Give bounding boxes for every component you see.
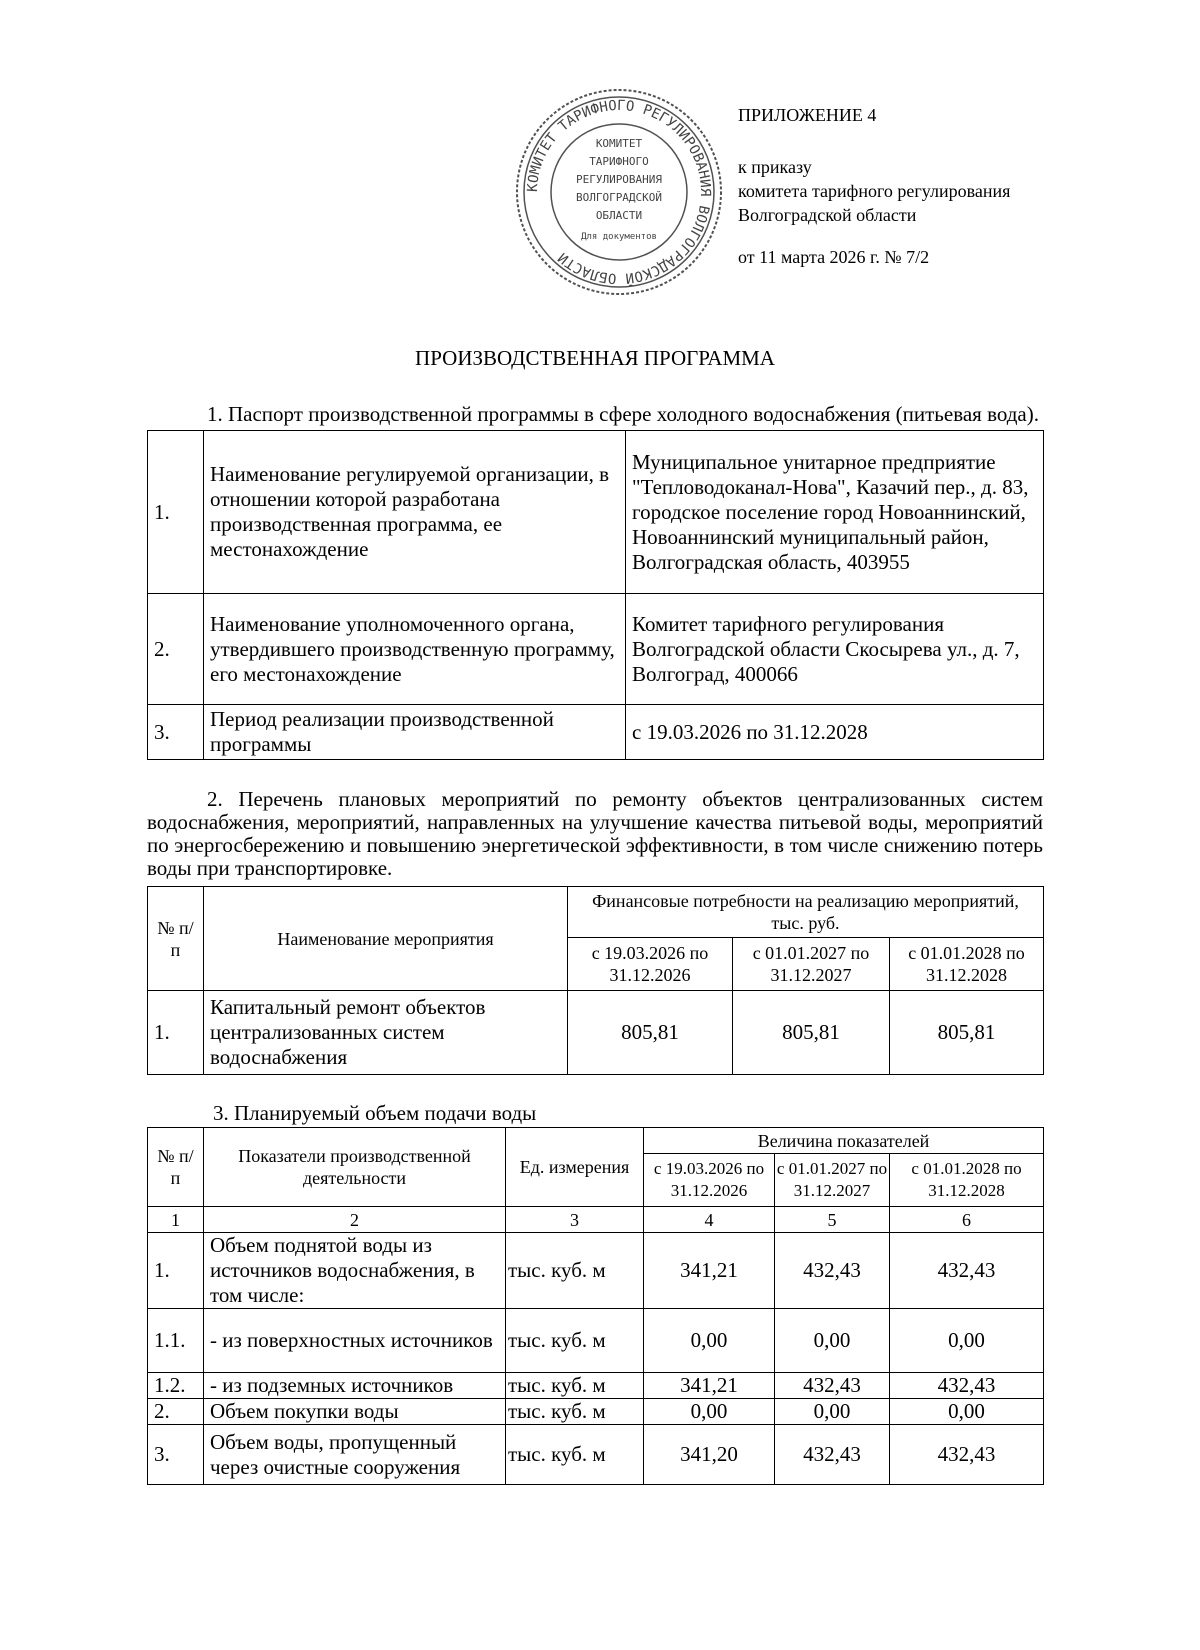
- col-index: 6: [890, 1207, 1044, 1233]
- passport-table: [147, 430, 1044, 760]
- period-header: с 01.01.2028 по 31.12.2028: [890, 1154, 1044, 1207]
- row-value: 0,00: [644, 1309, 775, 1373]
- table-row: [148, 1309, 1044, 1373]
- row-value: 0,00: [890, 1399, 1044, 1425]
- row-number: 3.: [148, 1425, 204, 1485]
- order-reference: [738, 155, 1010, 227]
- period-header: с 01.01.2027 по 31.12.2027: [733, 938, 890, 991]
- row-name: - из поверхностных источников: [204, 1309, 506, 1373]
- row-value: 432,43: [775, 1373, 890, 1399]
- table-row: [148, 1399, 1044, 1425]
- row-value: 341,21: [644, 1233, 775, 1309]
- section3-heading: 3. Планируемый объем подачи воды: [213, 1101, 537, 1125]
- col-index: 1: [148, 1207, 204, 1233]
- region: Волгоградской области: [738, 205, 917, 225]
- col-index: 4: [644, 1207, 775, 1233]
- row-value: 432,43: [890, 1373, 1044, 1399]
- table-row: [148, 1373, 1044, 1399]
- row-value: 432,43: [775, 1233, 890, 1309]
- row-number: 1.: [148, 1233, 204, 1309]
- row-number: 2.: [148, 1399, 204, 1425]
- period-header: с 01.01.2027 по 31.12.2027: [775, 1154, 890, 1207]
- row-value: 0,00: [644, 1399, 775, 1425]
- svg-text:РЕГУЛИРОВАНИЯ: РЕГУЛИРОВАНИЯ: [575, 173, 663, 186]
- table-row: [148, 1425, 1044, 1485]
- row-label: Период реализации производственной программы: [204, 705, 626, 760]
- svg-text:ОБЛАСТИ: ОБЛАСТИ: [595, 209, 643, 222]
- row-number: 1.: [148, 431, 204, 594]
- col-unit-header: Ед. измерения: [506, 1128, 644, 1207]
- appendix-label: ПРИЛОЖЕНИЕ 4: [738, 105, 877, 125]
- col-number-header: № п/п: [148, 1128, 204, 1207]
- col-name-header: Показатели производственной деятельности: [204, 1128, 506, 1207]
- row-value: Муниципальное унитарное предприятие "Тепловодоканал-Нова", Казачий пер., д. 83, городское поселение город Новоаннинский, Новоаннинский муниципальный район, Волгоградская область, 403955: [626, 431, 1044, 594]
- row-number: 1.2.: [148, 1373, 204, 1399]
- row-unit: тыс. куб. м: [506, 1399, 644, 1425]
- col-number-header: № п/п: [148, 887, 204, 991]
- row-number: 2.: [148, 594, 204, 705]
- period-header: с 19.03.2026 по 31.12.2026: [644, 1154, 775, 1207]
- row-value: 805,81: [733, 991, 890, 1075]
- row-value: 805,81: [568, 991, 733, 1075]
- row-value: 432,43: [890, 1425, 1044, 1485]
- col-index: 2: [204, 1207, 506, 1233]
- svg-text:Для документов: Для документов: [581, 232, 657, 242]
- measures-table: [147, 886, 1044, 1075]
- row-value: 432,43: [775, 1425, 890, 1485]
- row-value: 0,00: [890, 1309, 1044, 1373]
- committee: комитета тарифного регулирования: [738, 181, 1011, 201]
- row-value: 0,00: [775, 1399, 890, 1425]
- table-row: [148, 705, 1044, 760]
- row-number: 3.: [148, 705, 204, 760]
- row-value: 805,81: [890, 991, 1044, 1075]
- row-name: Капитальный ремонт объектов централизованных систем водоснабжения: [204, 991, 568, 1075]
- table-row: [148, 594, 1044, 705]
- row-unit: тыс. куб. м: [506, 1425, 644, 1485]
- row-unit: тыс. куб. м: [506, 1373, 644, 1399]
- col-values-header: Величина показателей: [644, 1128, 1044, 1154]
- row-label: Наименование регулируемой организации, в отношении которой разработана производственная программа, ее местонахождение: [204, 431, 626, 594]
- official-stamp: [512, 85, 727, 300]
- table-row: [148, 991, 1044, 1075]
- section1-heading: 1. Паспорт производственной программы в сфере холодного водоснабжения (питьевая вода).: [207, 402, 1039, 426]
- row-number: 1.1.: [148, 1309, 204, 1373]
- row-number: 1.: [148, 991, 204, 1075]
- row-value: 341,20: [644, 1425, 775, 1485]
- row-value: 432,43: [890, 1233, 1044, 1309]
- col-finance-header: Финансовые потребности на реализацию мероприятий, тыс. руб.: [568, 887, 1044, 938]
- svg-text:ТАРИФНОГО: ТАРИФНОГО: [589, 155, 649, 168]
- table-row: [148, 431, 1044, 594]
- row-name: - из подземных источников: [204, 1373, 506, 1399]
- period-header: с 19.03.2026 по 31.12.2026: [568, 938, 733, 991]
- order-date-number: от 11 марта 2026 г. № 7/2: [738, 247, 930, 267]
- section2-heading: 2. Перечень плановых мероприятий по ремонту объектов централизованных систем водоснабжения, мероприятий, направленных на улучшение качества питьевой воды, мероприятий по энергосбережению и повышению энергетической эффективности, в том числе снижению потерь воды при транспортировке.: [147, 787, 1043, 880]
- table-row: [148, 1233, 1044, 1309]
- row-value: 341,21: [644, 1373, 775, 1399]
- row-name: Объем поднятой воды из источников водоснабжения, в том числе:: [204, 1233, 506, 1309]
- row-name: Объем воды, пропущенный через очистные сооружения: [204, 1425, 506, 1485]
- row-unit: тыс. куб. м: [506, 1309, 644, 1373]
- col-index: 5: [775, 1207, 890, 1233]
- period-header: с 01.01.2028 по 31.12.2028: [890, 938, 1044, 991]
- svg-text:КОМИТЕТ: КОМИТЕТ: [595, 137, 643, 150]
- row-value: 0,00: [775, 1309, 890, 1373]
- row-value: Комитет тарифного регулирования Волгоградской области Скосырева ул., д. 7, Волгоград, 400066: [626, 594, 1044, 705]
- svg-text:КОМИТЕТ ТАРИФНОГО РЕГУЛИРОВАНИ: КОМИТЕТ ТАРИФНОГО РЕГУЛИРОВАНИЯ ВОЛГОГРАДСКОЙ ОБЛАСТИ: [524, 97, 714, 287]
- row-value: с 19.03.2026 по 31.12.2028: [626, 705, 1044, 760]
- row-name: Объем покупки воды: [204, 1399, 506, 1425]
- page-title: ПРОИЗВОДСТВЕННАЯ ПРОГРАММА: [415, 346, 775, 370]
- svg-text:ВОЛГОГРАДСКОЙ: ВОЛГОГРАДСКОЙ: [575, 191, 663, 204]
- col-name-header: Наименование мероприятия: [204, 887, 568, 991]
- row-unit: тыс. куб. м: [506, 1233, 644, 1309]
- col-index: 3: [506, 1207, 644, 1233]
- to-order: к приказу: [738, 157, 812, 177]
- document-body: [147, 345, 1043, 1485]
- water-supply-table: [147, 1127, 1044, 1485]
- row-label: Наименование уполномоченного органа, утвердившего производственную программу, его местонахождение: [204, 594, 626, 705]
